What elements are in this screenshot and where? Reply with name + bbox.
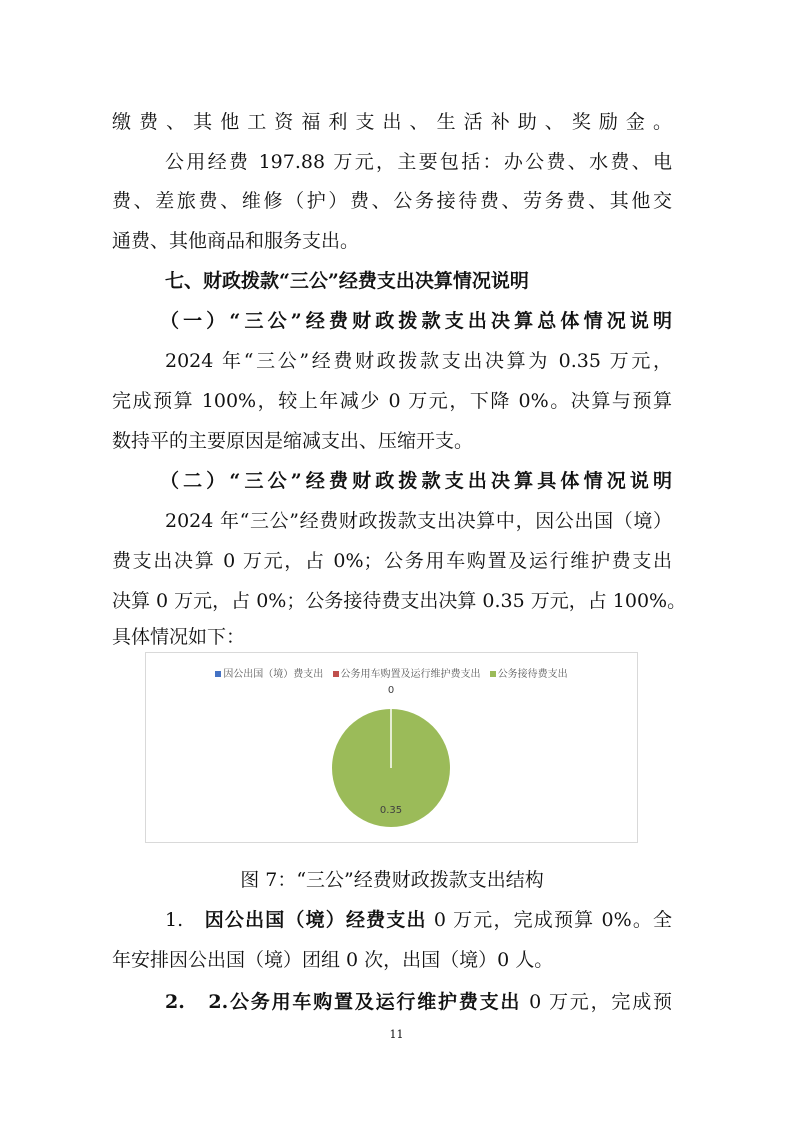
subsection-heading: （二）“三公”经费财政拨款支出决算具体情况说明 [160,470,672,492]
pie-svg [146,653,637,842]
list-text: 0 万元，完成预 [521,991,673,1013]
legend-label: 公务用车购置及运行维护费支出 [340,669,481,680]
body-line: 公用经费 197.88 万元，主要包括：办公费、水费、电 [165,151,672,173]
data-label-zero: 0 [387,685,395,696]
page-number: 11 [389,1028,404,1041]
body-line: 年安排因公出国（境）团组 0 次，出国（境）0 人。 [112,949,554,971]
list-heading: 因公出国（境）经费支出 [204,909,427,931]
body-line: 具体情况如下： [112,626,246,648]
body-line: 缴费、其他工资福利支出、生活补助、奖励金。 [112,111,672,133]
list-number: 1. [165,909,184,931]
list-item [165,907,672,933]
body-line: 2024 年“三公”经费财政拨款支出决算为 0.35 万元， [165,350,672,372]
list-item [165,989,672,1015]
body-line: 完成预算 100%，较上年减少 0 万元，下降 0%。决算与预算 [112,390,672,412]
body-line: 2024 年“三公”经费财政拨款支出决算中，因公出国（境） [165,510,672,532]
list-number: 2. [165,991,185,1013]
legend-label: 公务接待费支出 [497,669,568,680]
legend-label: 因公出国（境）费支出 [223,669,324,680]
body-line: 费支出决算 0 万元，占 0%；公务用车购置及运行维护费支出 [112,550,672,572]
body-line: 费、差旅费、维修（护）费、公务接待费、劳务费、其他交 [112,190,672,212]
subsection-heading: （一）“三公”经费财政拨款支出决算总体情况说明 [160,310,672,332]
body-line: 决算 0 万元，占 0%；公务接待费支出决算 0.35 万元，占 100%。 [112,590,687,612]
body-line: 数持平的主要原因是缩减支出、压缩开支。 [112,430,474,452]
list-heading: 2.公务用车购置及运行维护费支出 [208,991,522,1013]
body-line: 通费、其他商品和服务支出。 [112,230,360,252]
section-heading: 七、财政拨款“三公”经费支出决算情况说明 [165,270,529,292]
pie-chart [145,652,638,843]
figure-caption: 图 7：“三公”经费财政拨款支出结构 [240,869,544,891]
list-text: 0 万元，完成预算 0%。全 [426,909,672,931]
data-label-value: 0.35 [379,805,403,816]
